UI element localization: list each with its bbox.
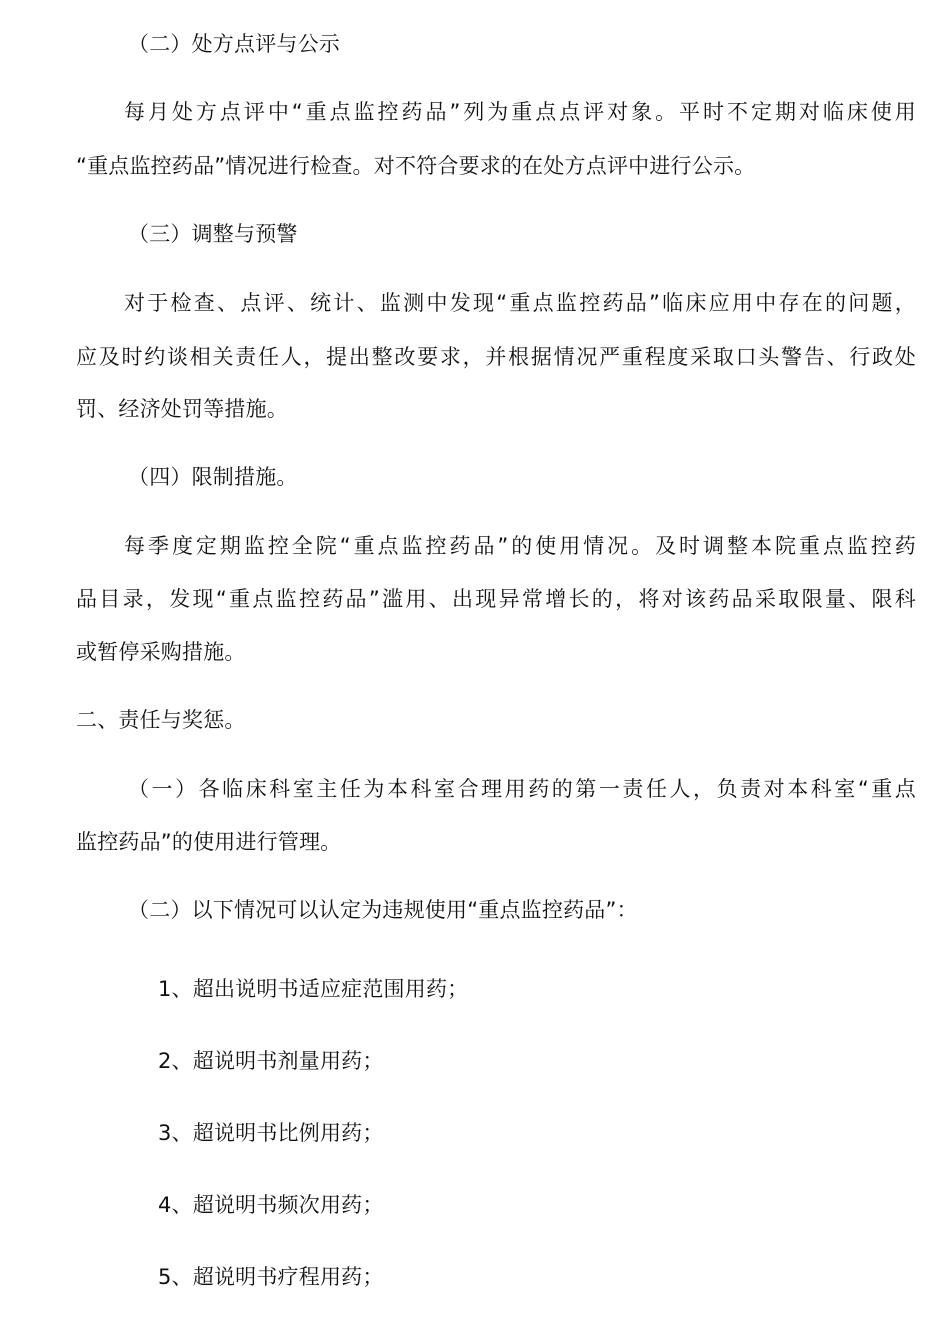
section-heading-restriction-measures: （四）限制措施。: [128, 465, 298, 489]
list-item: 4、超说明书频次用药；: [158, 1193, 384, 1217]
paragraph-line: 品目录，发现“重点监控药品”滥用、出现异常增长的，将对该药品采取限量、限科: [76, 587, 916, 611]
list-item: 5、超说明书疗程用药；: [158, 1265, 384, 1289]
section-heading-violations: （二）以下情况可以认定为违规使用“重点监控药品”：: [128, 898, 638, 922]
paragraph-line: 监控药品”的使用进行管理。: [76, 830, 342, 854]
list-item: 2、超说明书剂量用药；: [158, 1049, 384, 1073]
paragraph-line: 或暂停采购措施。: [76, 640, 246, 664]
chapter-heading-responsibility: 二、责任与奖惩。: [76, 708, 246, 732]
paragraph-line: 对于检查、点评、统计、监测中发现“重点监控药品”临床应用中存在的问题，: [124, 291, 916, 315]
section-heading-adjustment-warning: （三）调整与预警: [128, 222, 298, 246]
paragraph-line: 应及时约谈相关责任人，提出整改要求，并根据情况严重程度采取口头警告、行政处: [76, 345, 916, 369]
paragraph-line: 每月处方点评中“重点监控药品”列为重点点评对象。平时不定期对临床使用: [124, 100, 916, 124]
paragraph-line: 罚、经济处罚等措施。: [76, 397, 288, 421]
paragraph-line: “重点监控药品”情况进行检查。对不符合要求的在处方点评中进行公示。: [76, 154, 756, 178]
list-item: 1、超出说明书适应症范围用药；: [158, 977, 469, 1001]
paragraph-line: （一）各临床科室主任为本科室合理用药的第一责任人，负责对本科室“重点: [128, 777, 916, 801]
section-heading-prescription-review: （二）处方点评与公示: [128, 32, 340, 56]
paragraph-line: 每季度定期监控全院“重点监控药品”的使用情况。及时调整本院重点监控药: [124, 534, 916, 558]
list-item: 3、超说明书比例用药；: [158, 1121, 384, 1145]
